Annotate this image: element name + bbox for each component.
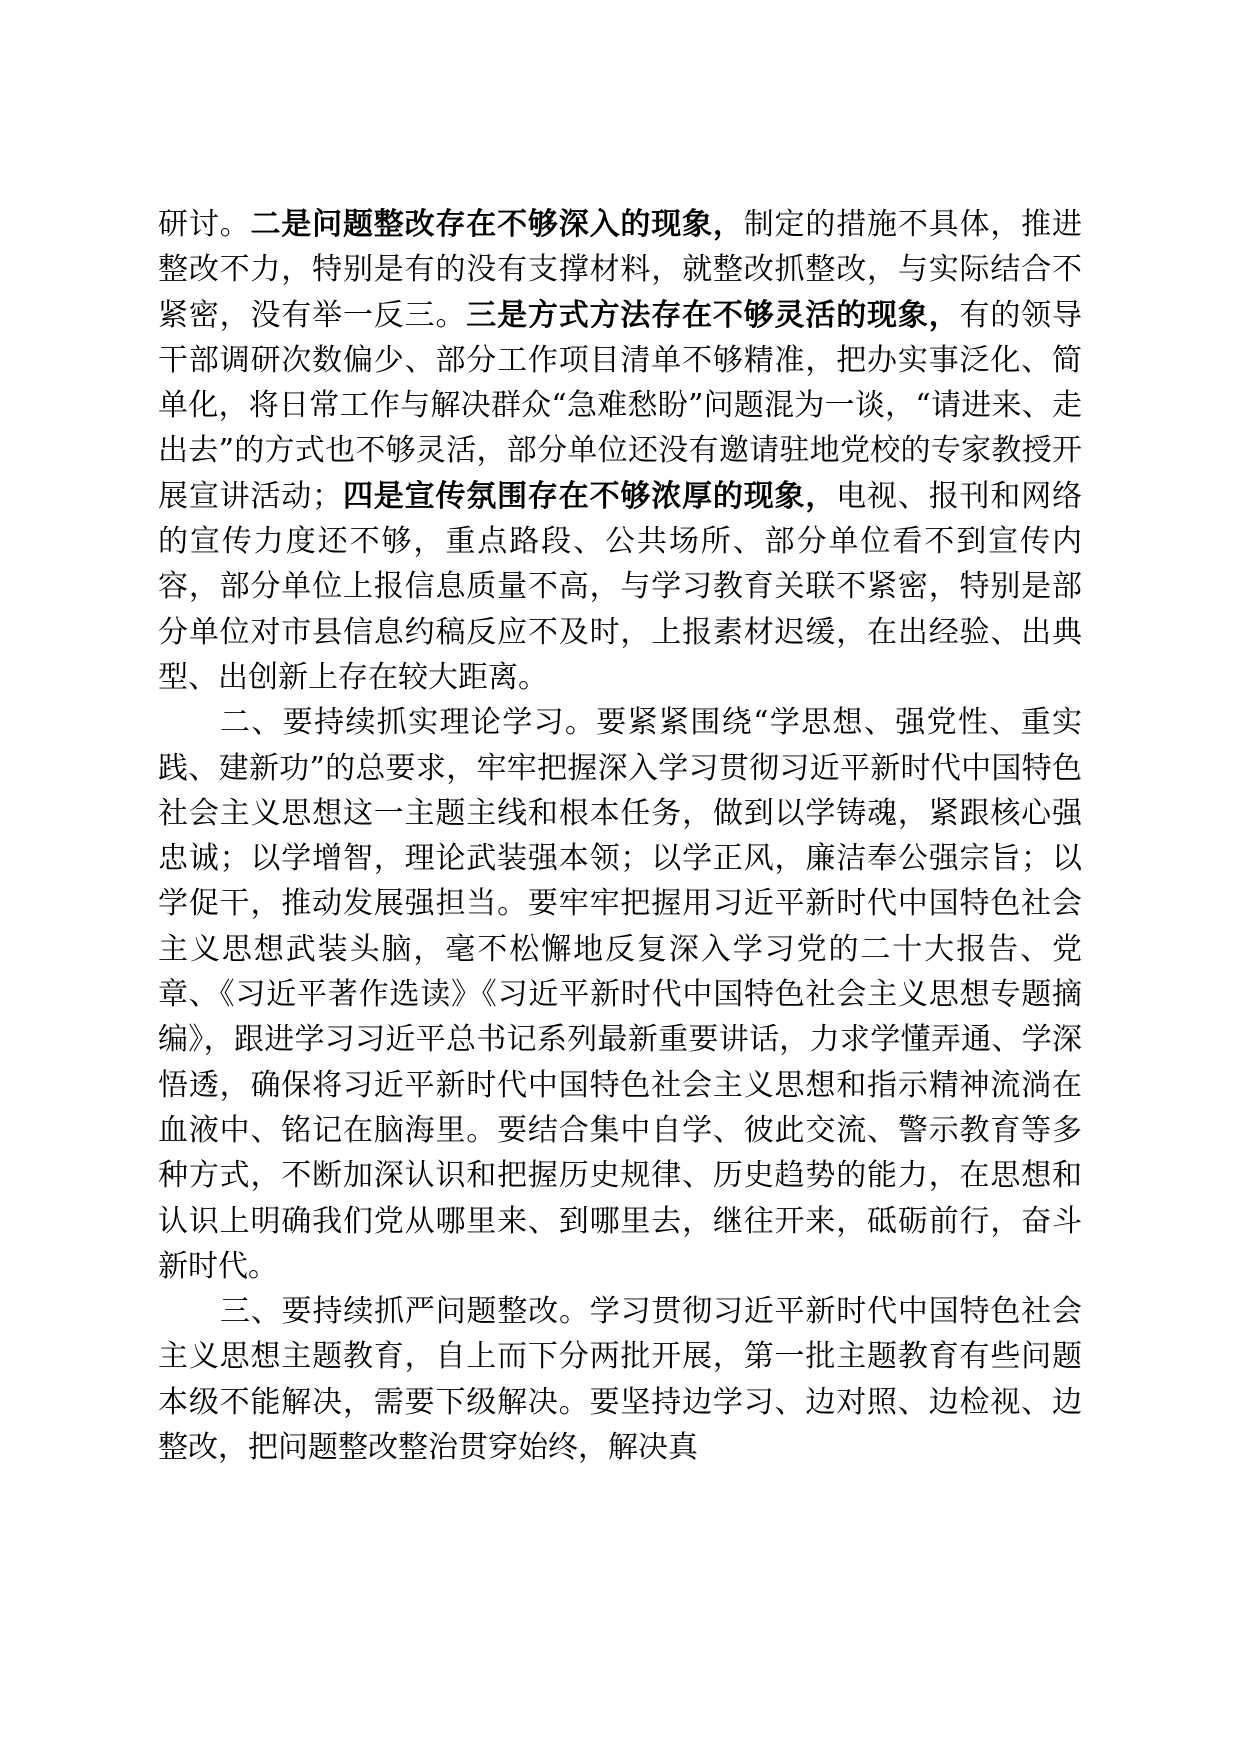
document-body — [158, 202, 1082, 1470]
section-heading-three: 三、要持续抓严问题整改。 — [220, 1294, 590, 1330]
text-segment: 研讨。 — [158, 207, 251, 242]
paragraph-theory-study — [158, 700, 1082, 1289]
paragraph-problem-rectification — [158, 1289, 1082, 1470]
paragraph-problems — [158, 202, 1082, 700]
bold-point-three: 三是方式方法存在不够灵活的现象， — [466, 297, 960, 333]
bold-point-two: 二是问题整改存在不够深入的现象， — [250, 207, 744, 242]
text-segment: 制定的措施不具体，推进整改不力，特别是有的没有支撑材料，就整改抓整改，与实际结合不紧密，没有举一反三。 — [158, 207, 1083, 333]
section-body-three: 学习贯彻习近平新时代中国特色社会主义思想主题教育，自上而下分两批开展，第一批主题教育有些问题本级不能解决，需要下级解决。要坚持边学习、边对照、边检视、边整改，把问题整改整治贯穿始终，解决真 — [158, 1294, 1083, 1466]
text-segment: 电视、报刊和网络的宣传力度还不够，重点路段、公共场所、部分单位看不到宣传内容，部分单位上报信息质量不高，与学习教育关联不紧密，特别是部分单位对市县信息约稿反应不及时，上报素材迟缓，在出经验、出典型、出创新上存在较大距离。 — [158, 478, 1083, 695]
text-segment: 有的领导干部调研次数偏少、部分工作项目清单不够精准，把办实事泛化、简单化，将日常工作与解决群众“急难愁盼”问题混为一谈，“请进来、走出去”的方式也不够灵活，部分单位还没有邀请驻地党校的专家教授开展宣讲活动； — [158, 297, 1083, 514]
bold-point-four: 四是宣传氛围存在不够浓厚的现象， — [342, 478, 837, 514]
section-heading-two: 二、要持续抓实理论学习。 — [220, 705, 597, 741]
section-body-two: 要紧紧围绕“学思想、强党性、重实践、建新功”的总要求，牢牢把握深入学习贯彻习近平新时代中国特色社会主义思想这一主题主线和根本任务，做到以学铸魂，紧跟核心强忠诚；以学增智，理论武装强本领；以学正风，廉洁奉公强宗旨；以学促干，推动发展强担当。要牢牢把握用习近平新时代中国特色社会主义思想武装头脑，毫不松懈地反复深入学习党的二十大报告、党章、《习近平著作选读》《习近平新时代中国特色社会主义思想专题摘编》，跟进学习习近平总书记系列最新重要讲话，力求学懂弄通、学深悟透，确保将习近平新时代中国特色社会主义思想和指示精神流淌在血液中、铭记在脑海里。要结合集中自学、彼此交流、警示教育等多种方式，不断加深认识和把握历史规律、历史趋势的能力，在思想和认识上明确我们党从哪里来、到哪里去，继往开来，砥砺前行，奋斗新时代。 — [158, 705, 1082, 1284]
